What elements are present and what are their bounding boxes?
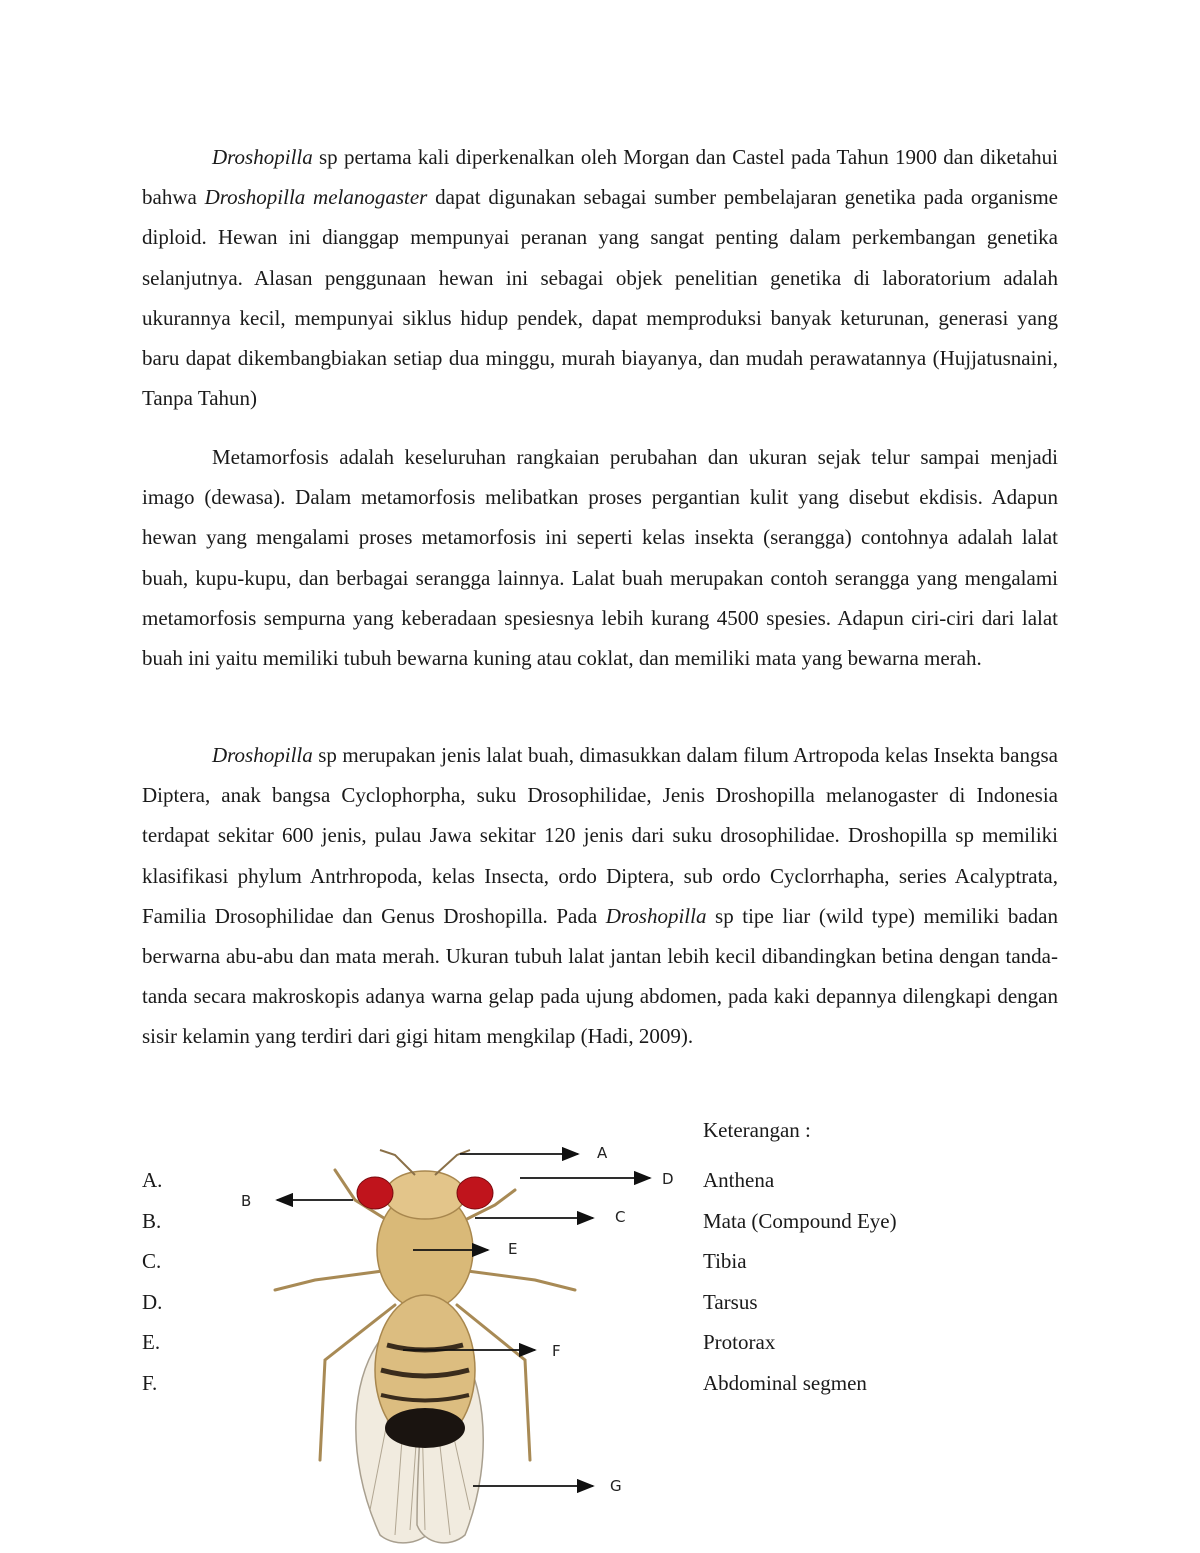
legend-term: Mata (Compound Eye) bbox=[703, 1208, 897, 1233]
legend-letter: A. bbox=[142, 1168, 163, 1192]
legend-term-list bbox=[703, 1160, 897, 1404]
paragraph-metamorfosis bbox=[142, 437, 1058, 678]
legend-term: Protorax bbox=[703, 1330, 776, 1355]
legend-letter: D. bbox=[142, 1289, 163, 1314]
paragraph-klasifikasi bbox=[142, 735, 1058, 1057]
text-run: sp merupakan jenis lalat buah, dimasukkan dalam filum Artropoda kelas Insekta bangsa Diptera, anak bangsa Cyclophorpha, suku Drosophilidae, Jenis Droshopilla melanogaster di Indonesia terdapat sekitar 600 jenis, pulau Jawa sekitar 120 jenis dari suku drosophilidae. Droshopilla sp memiliki klasifikasi phylum Antrhropoda, kelas Insecta, ordo Diptera, sub ordo Cyclorrhapha, series Acalyptrata, Familia Drosophilidae dan Genus Droshopilla. Pada bbox=[142, 743, 1058, 928]
compound-eye-left-shape bbox=[357, 1177, 393, 1209]
fruit-fly-figure bbox=[195, 1130, 685, 1550]
text-run: sp pertama kali diperkenalkan oleh Morgan dan Castel pada Tahun 1900 dan diketahui bahwa bbox=[142, 145, 1058, 210]
callout-label-a: A bbox=[597, 1144, 608, 1162]
text-run: dapat digunakan sebagai sumber pembelajaran genetika pada organisme diploid. Hewan ini dianggap mempunyai peranan yang sangat penting dalam perkembangan genetika selanjutnya. Alasan penggunaan hewan ini sebagai objek penelitian genetika di laboratorium adalah ukurannya kecil, mempunyai siklus hidup pendek, dapat memproduksi banyak keturunan, generasi yang baru dapat dikembangbiakan setiap dua minggu, murah biayanya, dan mudah perawatannya (Hujjatusnaini, Tanpa Tahun) bbox=[142, 185, 1058, 411]
legend-heading: Keterangan : bbox=[703, 1118, 811, 1142]
legend-letter-list bbox=[142, 1160, 162, 1404]
text-run: sp tipe liar (wild type) memiliki badan berwarna abu-abu dan mata merah. Ukuran tubuh lalat jantan lebih kecil dibandingkan betina dengan tanda-tanda secara makroskopis adanya warna gelap pada ujung abdomen, pada kaki depannya dilengkapi dengan sisir kelamin yang terdiri dari gigi hitam mengkilap (Hadi, 2009). bbox=[142, 903, 1059, 1049]
legend-letter: E. bbox=[142, 1330, 161, 1355]
callout-label-d: D bbox=[662, 1170, 674, 1188]
legend-term: Anthena bbox=[703, 1168, 775, 1192]
callout-label-g: G bbox=[610, 1477, 622, 1495]
italic-term: Droshopilla bbox=[212, 145, 313, 169]
legend-term: Tibia bbox=[703, 1249, 747, 1274]
text-run: Metamorfosis adalah keseluruhan rangkaian perubahan dan ukuran sejak telur sampai menjadi imago (dewasa). Dalam metamorfosis melibatkan proses pergantian kulit yang disebut ekdisis. Adapun hewan yang mengalami proses metamorfosis ini seperti kelas insekta (serangga) contohnya adalah lalat buah, kupu-kupu, dan berbagai serangga lainnya. Lalat buah merupakan contoh serangga yang mengalami metamorfosis sempurna yang keberadaan spesiesnya lebih kurang 4500 spesies. Adapun ciri-ciri dari lalat buah ini yaitu memiliki tubuh bewarna kuning atau coklat, dan memiliki mata yang bewarna merah. bbox=[142, 445, 1058, 671]
callout-label-b: B bbox=[241, 1192, 252, 1210]
paragraph-droshopilla-intro bbox=[142, 137, 1058, 418]
legend-term: Abdominal segmen bbox=[703, 1370, 867, 1395]
italic-term: Droshopilla bbox=[212, 743, 313, 767]
compound-eye-right-shape bbox=[457, 1177, 493, 1209]
legend-letter: B. bbox=[142, 1208, 162, 1233]
head-shape bbox=[385, 1171, 465, 1219]
abdomen-shape bbox=[375, 1295, 475, 1448]
legend-letter: C. bbox=[142, 1249, 162, 1274]
callout-label-f: F bbox=[552, 1342, 561, 1360]
italic-term: Droshopilla melanogaster bbox=[204, 185, 428, 210]
callout-label-e: E bbox=[508, 1240, 518, 1258]
callout-label-c: C bbox=[615, 1208, 626, 1226]
italic-term: Droshopilla bbox=[605, 903, 707, 928]
legend-term: Tarsus bbox=[703, 1289, 758, 1314]
legend-letter: F. bbox=[142, 1370, 158, 1395]
